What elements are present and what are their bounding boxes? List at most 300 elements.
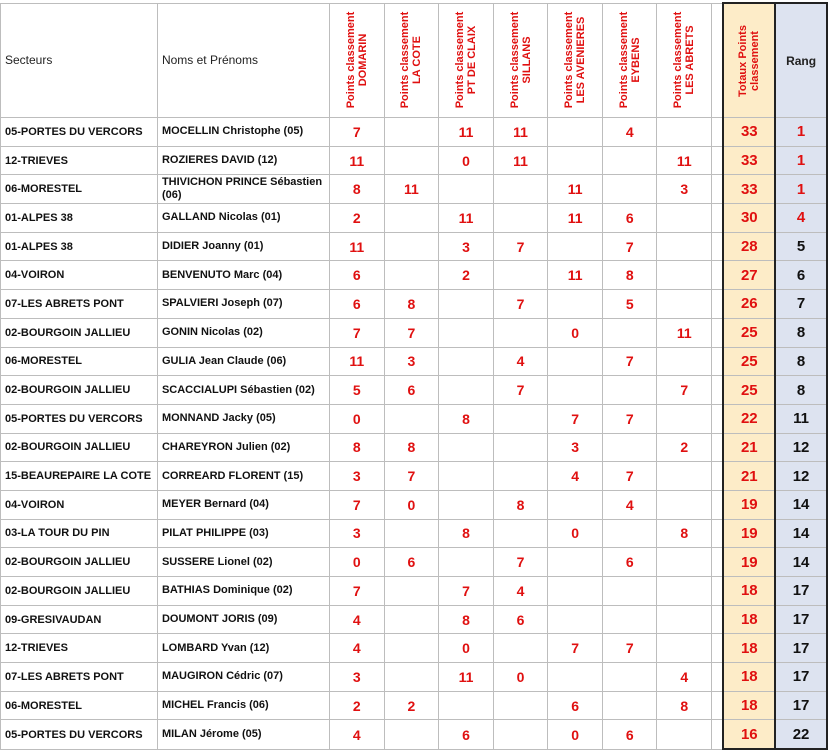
cell-points-la-cote xyxy=(384,232,439,261)
cell-points-domarin: 6 xyxy=(329,290,384,319)
cell-points-les-abrets xyxy=(657,118,712,147)
cell-points-la-cote xyxy=(384,519,439,548)
cell-total: 18 xyxy=(723,605,775,634)
cell-points-les-abrets: 8 xyxy=(657,691,712,720)
cell-points-les-abrets: 7 xyxy=(657,376,712,405)
cell-points-la-cote: 2 xyxy=(384,691,439,720)
cell-nom: GALLAND Nicolas (01) xyxy=(157,204,329,233)
cell-secteur: 06-MORESTEL xyxy=(1,347,158,376)
cell-rang: 11 xyxy=(775,404,827,433)
cell-points-domarin: 11 xyxy=(329,232,384,261)
cell-rang: 7 xyxy=(775,290,827,319)
cell-nom: GULIA Jean Claude (06) xyxy=(157,347,329,376)
cell-points-les-abrets: 8 xyxy=(657,519,712,548)
table-row xyxy=(1,433,828,462)
cell-total: 19 xyxy=(723,519,775,548)
cell-secteur: 01-ALPES 38 xyxy=(1,204,158,233)
cell-nom: SPALVIERI Joseph (07) xyxy=(157,290,329,319)
cell-secteur: 15-BEAUREPAIRE LA COTE xyxy=(1,462,158,491)
cell-points-eybens: 7 xyxy=(602,634,657,663)
cell-points-la-cote xyxy=(384,118,439,147)
cell-points-sillans xyxy=(493,404,548,433)
cell-nom: CORREARD FLORENT (15) xyxy=(157,462,329,491)
cell-points-sillans: 7 xyxy=(493,376,548,405)
cell-rang: 8 xyxy=(775,347,827,376)
cell-points-les-abrets xyxy=(657,720,712,749)
cell-points-sillans xyxy=(493,720,548,749)
cell-points-les-avenieres xyxy=(548,146,603,175)
cell-points-domarin: 3 xyxy=(329,663,384,692)
cell-points-sillans: 11 xyxy=(493,118,548,147)
cell-secteur: 06-MORESTEL xyxy=(1,175,158,204)
cell-rang: 17 xyxy=(775,634,827,663)
cell-points-sillans: 0 xyxy=(493,663,548,692)
cell-points-domarin: 7 xyxy=(329,318,384,347)
cell-total: 25 xyxy=(723,347,775,376)
cell-points-les-abrets xyxy=(657,347,712,376)
cell-points-pt-de-claix: 7 xyxy=(439,577,494,606)
cell-points-les-avenieres xyxy=(548,376,603,405)
cell-points-les-avenieres xyxy=(548,605,603,634)
cell-nom: MONNAND Jacky (05) xyxy=(157,404,329,433)
cell-spacer xyxy=(712,577,724,606)
cell-rang: 5 xyxy=(775,232,827,261)
cell-points-les-avenieres: 3 xyxy=(548,433,603,462)
cell-secteur: 12-TRIEVES xyxy=(1,146,158,175)
cell-points-eybens: 6 xyxy=(602,204,657,233)
cell-total: 18 xyxy=(723,634,775,663)
cell-rang: 17 xyxy=(775,691,827,720)
cell-points-domarin: 8 xyxy=(329,433,384,462)
cell-points-eybens xyxy=(602,376,657,405)
cell-points-la-cote: 8 xyxy=(384,290,439,319)
cell-rang: 17 xyxy=(775,577,827,606)
cell-points-la-cote xyxy=(384,404,439,433)
cell-points-sillans xyxy=(493,433,548,462)
cell-points-eybens: 8 xyxy=(602,261,657,290)
table-row xyxy=(1,290,828,319)
table-row xyxy=(1,232,828,261)
cell-points-pt-de-claix: 0 xyxy=(439,146,494,175)
cell-points-sillans: 11 xyxy=(493,146,548,175)
cell-points-pt-de-claix xyxy=(439,548,494,577)
cell-points-pt-de-claix: 8 xyxy=(439,404,494,433)
header-sillans: Points classement SILLANS xyxy=(493,3,548,118)
header-la-cote: Points classement LA COTE xyxy=(384,3,439,118)
cell-points-les-abrets xyxy=(657,462,712,491)
header-spacer xyxy=(712,3,724,118)
cell-points-la-cote xyxy=(384,663,439,692)
cell-total: 22 xyxy=(723,404,775,433)
cell-points-domarin: 7 xyxy=(329,577,384,606)
cell-points-eybens: 7 xyxy=(602,347,657,376)
cell-points-sillans: 8 xyxy=(493,490,548,519)
cell-spacer xyxy=(712,634,724,663)
cell-points-les-avenieres: 6 xyxy=(548,691,603,720)
cell-points-les-abrets: 4 xyxy=(657,663,712,692)
cell-nom: DIDIER Joanny (01) xyxy=(157,232,329,261)
cell-rang: 1 xyxy=(775,175,827,204)
cell-nom: MOCELLIN Christophe (05) xyxy=(157,118,329,147)
cell-points-eybens xyxy=(602,605,657,634)
table-row xyxy=(1,691,828,720)
cell-points-la-cote xyxy=(384,720,439,749)
cell-points-pt-de-claix xyxy=(439,175,494,204)
cell-nom: THIVICHON PRINCE Sébastien (06) xyxy=(157,175,329,204)
cell-points-les-abrets xyxy=(657,577,712,606)
table-row xyxy=(1,118,828,147)
cell-nom: BATHIAS Dominique (02) xyxy=(157,577,329,606)
cell-secteur: 02-BOURGOIN JALLIEU xyxy=(1,433,158,462)
cell-nom: MILAN Jérome (05) xyxy=(157,720,329,749)
cell-points-eybens xyxy=(602,519,657,548)
cell-points-les-avenieres: 0 xyxy=(548,519,603,548)
cell-rang: 4 xyxy=(775,204,827,233)
table-row xyxy=(1,376,828,405)
cell-spacer xyxy=(712,720,724,749)
cell-spacer xyxy=(712,404,724,433)
header-rang: Rang xyxy=(775,3,827,118)
table-row xyxy=(1,663,828,692)
table-row xyxy=(1,519,828,548)
cell-points-domarin: 6 xyxy=(329,261,384,290)
cell-nom: MEYER Bernard (04) xyxy=(157,490,329,519)
cell-secteur: 07-LES ABRETS PONT xyxy=(1,663,158,692)
table-row xyxy=(1,577,828,606)
cell-points-sillans xyxy=(493,519,548,548)
cell-points-les-avenieres xyxy=(548,347,603,376)
cell-points-domarin: 0 xyxy=(329,404,384,433)
cell-points-la-cote xyxy=(384,577,439,606)
cell-secteur: 04-VOIRON xyxy=(1,261,158,290)
cell-secteur: 02-BOURGOIN JALLIEU xyxy=(1,548,158,577)
cell-spacer xyxy=(712,490,724,519)
cell-points-les-avenieres: 7 xyxy=(548,634,603,663)
table-row xyxy=(1,462,828,491)
cell-points-les-avenieres xyxy=(548,548,603,577)
cell-points-sillans: 7 xyxy=(493,232,548,261)
cell-rang: 14 xyxy=(775,548,827,577)
cell-points-pt-de-claix xyxy=(439,433,494,462)
cell-points-pt-de-claix xyxy=(439,490,494,519)
cell-rang: 17 xyxy=(775,663,827,692)
cell-rang: 6 xyxy=(775,261,827,290)
cell-points-sillans: 7 xyxy=(493,548,548,577)
cell-points-les-avenieres xyxy=(548,290,603,319)
cell-total: 25 xyxy=(723,318,775,347)
cell-points-domarin: 2 xyxy=(329,691,384,720)
header-eybens: Points classement EYBENS xyxy=(602,3,657,118)
header-totaux: Totaux Points classement xyxy=(723,3,775,118)
table-row xyxy=(1,404,828,433)
cell-points-la-cote xyxy=(384,605,439,634)
cell-rang: 1 xyxy=(775,118,827,147)
table-row xyxy=(1,605,828,634)
cell-points-pt-de-claix xyxy=(439,290,494,319)
cell-spacer xyxy=(712,462,724,491)
cell-total: 21 xyxy=(723,462,775,491)
cell-points-la-cote: 3 xyxy=(384,347,439,376)
cell-spacer xyxy=(712,146,724,175)
cell-points-sillans: 6 xyxy=(493,605,548,634)
cell-points-pt-de-claix xyxy=(439,462,494,491)
cell-points-domarin: 8 xyxy=(329,175,384,204)
cell-points-la-cote xyxy=(384,634,439,663)
cell-points-domarin: 7 xyxy=(329,118,384,147)
cell-points-domarin: 11 xyxy=(329,146,384,175)
cell-points-les-abrets xyxy=(657,204,712,233)
cell-points-pt-de-claix xyxy=(439,691,494,720)
cell-secteur: 05-PORTES DU VERCORS xyxy=(1,118,158,147)
cell-points-les-abrets: 2 xyxy=(657,433,712,462)
cell-points-les-avenieres: 11 xyxy=(548,261,603,290)
cell-nom: PILAT PHILIPPE (03) xyxy=(157,519,329,548)
cell-nom: SUSSERE Lionel (02) xyxy=(157,548,329,577)
cell-secteur: 02-BOURGOIN JALLIEU xyxy=(1,577,158,606)
cell-secteur: 06-MORESTEL xyxy=(1,691,158,720)
cell-points-pt-de-claix: 2 xyxy=(439,261,494,290)
cell-rang: 1 xyxy=(775,146,827,175)
cell-points-sillans xyxy=(493,691,548,720)
cell-spacer xyxy=(712,261,724,290)
cell-secteur: 12-TRIEVES xyxy=(1,634,158,663)
table-row xyxy=(1,347,828,376)
cell-total: 21 xyxy=(723,433,775,462)
cell-points-les-avenieres: 0 xyxy=(548,720,603,749)
cell-points-les-avenieres: 11 xyxy=(548,204,603,233)
cell-spacer xyxy=(712,663,724,692)
cell-points-eybens xyxy=(602,663,657,692)
table-row xyxy=(1,175,828,204)
cell-points-eybens: 6 xyxy=(602,548,657,577)
cell-points-la-cote: 0 xyxy=(384,490,439,519)
cell-points-sillans: 4 xyxy=(493,347,548,376)
cell-total: 18 xyxy=(723,577,775,606)
header-domarin: Points classement DOMARIN xyxy=(329,3,384,118)
cell-points-sillans xyxy=(493,634,548,663)
cell-secteur: 02-BOURGOIN JALLIEU xyxy=(1,318,158,347)
cell-points-la-cote xyxy=(384,261,439,290)
cell-points-eybens xyxy=(602,691,657,720)
cell-points-les-avenieres: 7 xyxy=(548,404,603,433)
cell-points-eybens: 7 xyxy=(602,404,657,433)
cell-points-les-abrets xyxy=(657,634,712,663)
header-row xyxy=(1,3,828,118)
cell-points-domarin: 4 xyxy=(329,634,384,663)
header-secteurs: Secteurs xyxy=(1,3,158,118)
table-row xyxy=(1,490,828,519)
cell-points-les-avenieres xyxy=(548,490,603,519)
cell-spacer xyxy=(712,519,724,548)
cell-points-pt-de-claix: 6 xyxy=(439,720,494,749)
cell-spacer xyxy=(712,433,724,462)
cell-rang: 12 xyxy=(775,462,827,491)
cell-total: 19 xyxy=(723,548,775,577)
cell-total: 16 xyxy=(723,720,775,749)
cell-spacer xyxy=(712,605,724,634)
cell-spacer xyxy=(712,318,724,347)
cell-secteur: 02-BOURGOIN JALLIEU xyxy=(1,376,158,405)
cell-points-pt-de-claix: 0 xyxy=(439,634,494,663)
cell-spacer xyxy=(712,290,724,319)
cell-secteur: 01-ALPES 38 xyxy=(1,232,158,261)
cell-spacer xyxy=(712,175,724,204)
cell-points-la-cote: 7 xyxy=(384,462,439,491)
cell-points-les-avenieres xyxy=(548,118,603,147)
cell-points-pt-de-claix: 8 xyxy=(439,605,494,634)
table-row xyxy=(1,146,828,175)
cell-nom: BENVENUTO Marc (04) xyxy=(157,261,329,290)
cell-nom: DOUMONT JORIS (09) xyxy=(157,605,329,634)
cell-spacer xyxy=(712,691,724,720)
table-body xyxy=(1,118,828,750)
cell-nom: MICHEL Francis (06) xyxy=(157,691,329,720)
cell-points-les-avenieres: 11 xyxy=(548,175,603,204)
cell-total: 26 xyxy=(723,290,775,319)
cell-points-les-abrets: 11 xyxy=(657,318,712,347)
cell-total: 33 xyxy=(723,146,775,175)
cell-points-eybens: 4 xyxy=(602,490,657,519)
cell-points-les-abrets xyxy=(657,404,712,433)
cell-rang: 8 xyxy=(775,318,827,347)
header-les-avenieres: Points classement LES AVENIERES xyxy=(548,3,603,118)
cell-points-sillans xyxy=(493,261,548,290)
cell-points-domarin: 4 xyxy=(329,605,384,634)
cell-points-les-abrets xyxy=(657,490,712,519)
cell-points-sillans xyxy=(493,318,548,347)
cell-secteur: 05-PORTES DU VERCORS xyxy=(1,720,158,749)
cell-total: 28 xyxy=(723,232,775,261)
cell-total: 33 xyxy=(723,118,775,147)
header-les-abrets: Points classement LES ABRETS xyxy=(657,3,712,118)
cell-points-domarin: 2 xyxy=(329,204,384,233)
cell-nom: SCACCIALUPI Sébastien (02) xyxy=(157,376,329,405)
cell-points-la-cote: 11 xyxy=(384,175,439,204)
cell-rang: 8 xyxy=(775,376,827,405)
cell-points-les-abrets xyxy=(657,605,712,634)
cell-spacer xyxy=(712,548,724,577)
cell-points-eybens: 5 xyxy=(602,290,657,319)
cell-nom: ROZIERES DAVID (12) xyxy=(157,146,329,175)
cell-points-domarin: 11 xyxy=(329,347,384,376)
cell-points-domarin: 7 xyxy=(329,490,384,519)
cell-points-eybens: 6 xyxy=(602,720,657,749)
cell-points-pt-de-claix xyxy=(439,318,494,347)
ranking-table xyxy=(0,2,828,750)
cell-points-les-abrets xyxy=(657,290,712,319)
cell-total: 18 xyxy=(723,691,775,720)
cell-points-pt-de-claix: 11 xyxy=(439,118,494,147)
table-row xyxy=(1,548,828,577)
cell-secteur: 04-VOIRON xyxy=(1,490,158,519)
cell-points-pt-de-claix: 8 xyxy=(439,519,494,548)
cell-points-les-avenieres: 4 xyxy=(548,462,603,491)
cell-points-domarin: 4 xyxy=(329,720,384,749)
cell-points-la-cote xyxy=(384,146,439,175)
cell-total: 18 xyxy=(723,663,775,692)
table-row xyxy=(1,204,828,233)
cell-points-les-avenieres xyxy=(548,663,603,692)
cell-secteur: 03-LA TOUR DU PIN xyxy=(1,519,158,548)
cell-points-pt-de-claix: 11 xyxy=(439,663,494,692)
cell-points-eybens: 7 xyxy=(602,232,657,261)
table-row xyxy=(1,634,828,663)
cell-points-domarin: 3 xyxy=(329,462,384,491)
cell-points-domarin: 3 xyxy=(329,519,384,548)
table-row xyxy=(1,261,828,290)
cell-points-eybens: 4 xyxy=(602,118,657,147)
cell-total: 25 xyxy=(723,376,775,405)
cell-total: 19 xyxy=(723,490,775,519)
cell-points-sillans: 7 xyxy=(493,290,548,319)
cell-total: 27 xyxy=(723,261,775,290)
cell-points-la-cote: 8 xyxy=(384,433,439,462)
header-noms: Noms et Prénoms xyxy=(157,3,329,118)
cell-points-la-cote xyxy=(384,204,439,233)
cell-points-eybens xyxy=(602,318,657,347)
cell-spacer xyxy=(712,118,724,147)
header-pt-de-claix: Points classement PT DE CLAIX xyxy=(439,3,494,118)
table-row xyxy=(1,720,828,749)
cell-points-sillans: 4 xyxy=(493,577,548,606)
cell-points-eybens xyxy=(602,175,657,204)
cell-rang: 14 xyxy=(775,490,827,519)
cell-total: 30 xyxy=(723,204,775,233)
cell-points-sillans xyxy=(493,204,548,233)
cell-points-sillans xyxy=(493,462,548,491)
cell-points-les-abrets xyxy=(657,232,712,261)
cell-spacer xyxy=(712,204,724,233)
cell-rang: 14 xyxy=(775,519,827,548)
cell-spacer xyxy=(712,376,724,405)
cell-points-eybens xyxy=(602,146,657,175)
cell-points-eybens xyxy=(602,433,657,462)
cell-points-pt-de-claix: 11 xyxy=(439,204,494,233)
cell-secteur: 05-PORTES DU VERCORS xyxy=(1,404,158,433)
cell-points-sillans xyxy=(493,175,548,204)
cell-points-les-avenieres: 0 xyxy=(548,318,603,347)
cell-points-eybens xyxy=(602,577,657,606)
cell-secteur: 09-GRESIVAUDAN xyxy=(1,605,158,634)
cell-points-les-avenieres xyxy=(548,232,603,261)
cell-points-la-cote: 7 xyxy=(384,318,439,347)
cell-nom: MAUGIRON Cédric (07) xyxy=(157,663,329,692)
cell-nom: CHAREYRON Julien (02) xyxy=(157,433,329,462)
cell-points-domarin: 0 xyxy=(329,548,384,577)
cell-rang: 17 xyxy=(775,605,827,634)
cell-points-les-abrets xyxy=(657,548,712,577)
cell-rang: 12 xyxy=(775,433,827,462)
table-row xyxy=(1,318,828,347)
cell-nom: LOMBARD Yvan (12) xyxy=(157,634,329,663)
cell-points-eybens: 7 xyxy=(602,462,657,491)
cell-secteur: 07-LES ABRETS PONT xyxy=(1,290,158,319)
cell-points-pt-de-claix: 3 xyxy=(439,232,494,261)
cell-nom: GONIN Nicolas (02) xyxy=(157,318,329,347)
cell-points-la-cote: 6 xyxy=(384,376,439,405)
cell-points-domarin: 5 xyxy=(329,376,384,405)
cell-spacer xyxy=(712,232,724,261)
cell-total: 33 xyxy=(723,175,775,204)
cell-points-les-abrets: 3 xyxy=(657,175,712,204)
cell-rang: 22 xyxy=(775,720,827,749)
cell-points-les-avenieres xyxy=(548,577,603,606)
cell-spacer xyxy=(712,347,724,376)
cell-points-les-abrets xyxy=(657,261,712,290)
cell-points-pt-de-claix xyxy=(439,376,494,405)
cell-points-pt-de-claix xyxy=(439,347,494,376)
cell-points-la-cote: 6 xyxy=(384,548,439,577)
